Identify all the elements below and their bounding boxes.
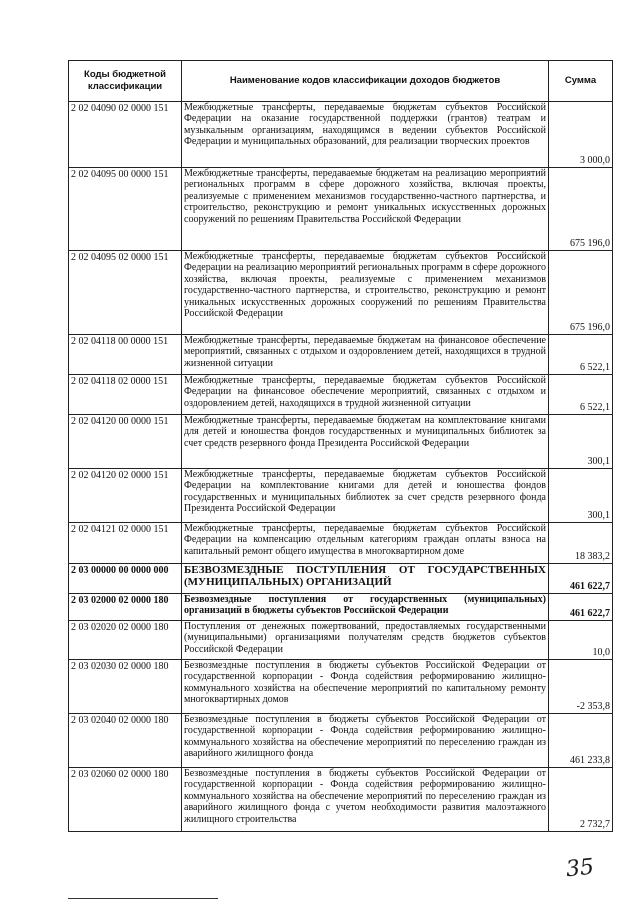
row-code: 2 03 02030 02 0000 180 xyxy=(69,660,182,714)
row-name: Безвозмездные поступления в бюджеты субъектов Российской Федерации от государственной корпорации - Фонда содействия реформированию жилищно-коммунального хозяйства на обеспечение мероприятий по переселению граждан из аварийного жилищного фонда xyxy=(182,714,549,768)
header-name: Наименование кодов классификации доходов бюджетов xyxy=(182,61,549,102)
table-row xyxy=(69,415,613,469)
row-name: Межбюджетные трансферты, передаваемые бюджетам субъектов Российской Федерации на оказание государственной поддержки (грантов) театрам и музыкальным организациям, находящимся в ведении субъектов Российской Федерации и муниципальных образований, для реализации творческих проектов xyxy=(182,102,549,168)
row-name: Безвозмездные поступления в бюджеты субъектов Российской Федерации от государственной корпорации - Фонда содействия реформированию жилищно-коммунального хозяйства на обеспечение мероприятий по переселению граждан из аварийного жилищного фонда с учетом необходимости развития малоэтажного жилищного строительства xyxy=(182,768,549,832)
table-row xyxy=(69,768,613,832)
row-name: Межбюджетные трансферты, передаваемые бюджетам на реализацию мероприятий региональных программ в сфере дорожного хозяйства, включая проекты, реализуемые с применением механизмов государственно-частного партнерства, и строительство, реконструкцию и ремонт уникальных искусственных дорожных сооружений по решениям Правительства Российской Федерации xyxy=(182,168,549,251)
row-name: Межбюджетные трансферты, передаваемые бюджетам субъектов Российской Федерации на реализацию мероприятий региональных программ в сфере дорожного хозяйства, включая проекты, реализуемые с применением механизмов государственно-частного партнерства, и строительство, реконструкцию и ремонт уникальных искусственных дорожных сооружений по решениям Правительства Российской Федерации xyxy=(182,251,549,335)
row-name: Межбюджетные трансферты, передаваемые бюджетам субъектов Российской Федерации на финансовое обеспечение мероприятий, связанных с отдыхом и оздоровлением детей, находящихся в трудной жизненной ситуации xyxy=(182,375,549,415)
row-sum: 461 233,8 xyxy=(549,714,613,768)
table-row xyxy=(69,523,613,564)
row-name: Межбюджетные трансферты, передаваемые бюджетам на финансовое обеспечение мероприятий, связанных с отдыхом и оздоровлением детей, находящихся в трудной жизненной ситуации xyxy=(182,335,549,375)
row-name: Безвозмездные поступления в бюджеты субъектов Российской Федерации от государственной корпорации - Фонда содействия реформированию жилищно-коммунального хозяйства на обеспечение мероприятий по капитальному ремонту многоквартирных домов xyxy=(182,660,549,714)
row-sum: -2 353,8 xyxy=(549,660,613,714)
row-name: Межбюджетные трансферты, передаваемые бюджетам субъектов Российской Федерации на комплектование книгами для детей и юношества фондов государственных и муниципальных библиотек за счет средств резервного фонда Президента Российской Федерации xyxy=(182,469,549,523)
row-code: 2 02 04120 00 0000 151 xyxy=(69,415,182,469)
table-row xyxy=(69,335,613,375)
header-sum: Сумма xyxy=(549,61,613,102)
row-code: 2 02 04095 02 0000 151 xyxy=(69,251,182,335)
table-row xyxy=(69,102,613,168)
row-sum: 461 622,7 xyxy=(549,564,613,594)
page-number: 35 xyxy=(564,854,596,883)
table-row xyxy=(69,469,613,523)
row-name: Поступления от денежных пожертвований, предоставляемых государственными (муниципальными) организациями получателям средств бюджетов субъектов Российской Федерации xyxy=(182,621,549,660)
table-row xyxy=(69,621,613,660)
row-name: Межбюджетные трансферты, передаваемые бюджетам на комплектование книгами для детей и юношества фондов государственных и муниципальных библиотек за счет средств резервного фонда Президента Российской Федерации xyxy=(182,415,549,469)
row-sum: 6 522,1 xyxy=(549,335,613,375)
table-header-row xyxy=(69,61,613,102)
row-name: Безвозмездные поступления от государственных (муниципальных) организаций в бюджеты субъектов Российской Федерации xyxy=(182,594,549,621)
table-row xyxy=(69,251,613,335)
row-name: БЕЗВОЗМЕЗДНЫЕ ПОСТУПЛЕНИЯ ОТ ГОСУДАРСТВЕННЫХ (МУНИЦИПАЛЬНЫХ) ОРГАНИЗАЦИЙ xyxy=(182,564,549,594)
row-sum: 6 522,1 xyxy=(549,375,613,415)
row-code: 2 02 04118 00 0000 151 xyxy=(69,335,182,375)
row-code: 2 03 02020 02 0000 180 xyxy=(69,621,182,660)
table-row xyxy=(69,594,613,621)
row-sum: 18 383,2 xyxy=(549,523,613,564)
row-code: 2 02 04090 02 0000 151 xyxy=(69,102,182,168)
table-row xyxy=(69,660,613,714)
table-row xyxy=(69,168,613,251)
row-code: 2 03 02040 02 0000 180 xyxy=(69,714,182,768)
row-sum: 675 196,0 xyxy=(549,251,613,335)
row-sum: 3 000,0 xyxy=(549,102,613,168)
table-row xyxy=(69,375,613,415)
table-row xyxy=(69,564,613,594)
row-sum: 10,0 xyxy=(549,621,613,660)
row-name: Межбюджетные трансферты, передаваемые бюджетам субъектов Российской Федерации на компенсацию отдельным категориям граждан оплаты взноса на капитальный ремонт общего имущества в многоквартирном доме xyxy=(182,523,549,564)
footnote-divider xyxy=(68,898,218,899)
row-code: 2 03 00000 00 0000 000 xyxy=(69,564,182,594)
row-code: 2 02 04121 02 0000 151 xyxy=(69,523,182,564)
header-code: Коды бюджетной классификации xyxy=(69,61,182,102)
row-sum: 2 732,7 xyxy=(549,768,613,832)
row-code: 2 03 02060 02 0000 180 xyxy=(69,768,182,832)
row-code: 2 03 02000 02 0000 180 xyxy=(69,594,182,621)
budget-classification-table xyxy=(68,60,613,832)
row-sum: 300,1 xyxy=(549,415,613,469)
row-code: 2 02 04120 02 0000 151 xyxy=(69,469,182,523)
row-code: 2 02 04095 00 0000 151 xyxy=(69,168,182,251)
row-sum: 461 622,7 xyxy=(549,594,613,621)
row-sum: 675 196,0 xyxy=(549,168,613,251)
row-sum: 300,1 xyxy=(549,469,613,523)
row-code: 2 02 04118 02 0000 151 xyxy=(69,375,182,415)
table-row xyxy=(69,714,613,768)
